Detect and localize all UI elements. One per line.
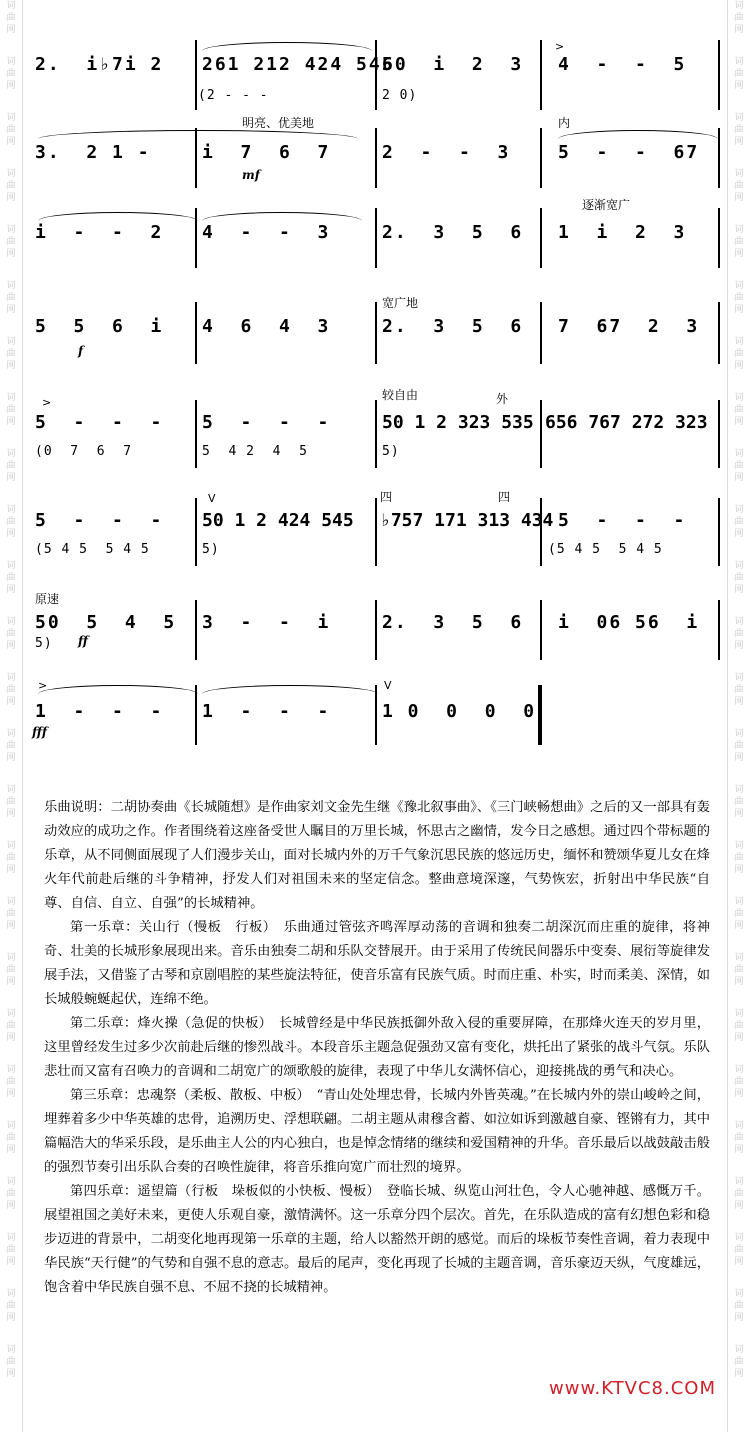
margin-glyph: 曲 <box>734 797 744 807</box>
measure: 2. 3 5 6 <box>382 316 524 337</box>
margin-glyph: 曲 <box>734 237 744 247</box>
margin-glyph: 曲 <box>6 1245 16 1255</box>
margin-glyph: 网 <box>734 249 744 259</box>
tempo-marking: 较自由 <box>382 388 419 402</box>
margin-glyph: 曲 <box>734 1357 744 1367</box>
margin-glyph: 曲 <box>6 1133 16 1143</box>
margin-glyph: 网 <box>6 1369 16 1379</box>
margin-glyph: 词 <box>734 449 744 459</box>
measure: 1 - - - <box>35 701 164 722</box>
measure: 50 1 2 323 535 <box>382 412 534 433</box>
margin-glyph: 网 <box>6 1033 16 1043</box>
margin-glyph: 网 <box>6 249 16 259</box>
margin-glyph: 网 <box>6 1313 16 1323</box>
margin-glyph: 曲 <box>734 461 744 471</box>
margin-glyph: 曲 <box>6 517 16 527</box>
measure: ♭757 171 313 434 <box>380 510 554 531</box>
margin-glyph: 网 <box>6 137 16 147</box>
margin-glyph: 曲 <box>734 517 744 527</box>
margin-glyph: 曲 <box>6 1189 16 1199</box>
margin-glyph: 词 <box>734 113 744 123</box>
margin-glyph: 曲 <box>6 853 16 863</box>
margin-glyph: 词 <box>6 393 16 403</box>
margin-glyph: 曲 <box>734 1189 744 1199</box>
margin-glyph: 词 <box>6 225 16 235</box>
margin-glyph: 词 <box>734 1233 744 1243</box>
margin-glyph: 曲 <box>6 573 16 583</box>
margin-glyph: 词 <box>6 281 16 291</box>
margin-glyph: 词 <box>6 57 16 67</box>
measure: 2. 3 5 6 <box>382 222 524 243</box>
accompaniment: (5 4 5 5 4 5 <box>35 542 150 557</box>
accompaniment: 5) <box>202 542 220 557</box>
margin-glyph: 网 <box>734 1201 744 1211</box>
dynamic-marking: mf <box>242 168 260 182</box>
margin-glyph: 网 <box>6 305 16 315</box>
measure: 1 i 2 3 <box>558 222 687 243</box>
measure: 5 5 6 i <box>35 316 164 337</box>
score-row-6: 四 四 V 5 - - - (5 4 5 5 4 5 50 1 2 424 545 5) ♭757 171 313 434 5 - - - (5 4 5 5 4 5 <box>30 498 720 566</box>
margin-glyph: 词 <box>6 841 16 851</box>
tempo-marking: 逐渐宽广 <box>582 198 631 212</box>
technique-marking: 外 <box>496 392 509 406</box>
margin-glyph: 词 <box>6 113 16 123</box>
margin-glyph: 词 <box>734 505 744 515</box>
margin-glyph: 词 <box>734 729 744 739</box>
margin-glyph: 曲 <box>6 797 16 807</box>
margin-glyph: 曲 <box>6 13 16 23</box>
measure: 5 - - - <box>558 510 687 531</box>
site-watermark: www.KTVC8.COM <box>549 1378 716 1399</box>
margin-glyph: 网 <box>734 81 744 91</box>
margin-glyph: 网 <box>734 1145 744 1155</box>
margin-glyph: 词 <box>6 1233 16 1243</box>
measure: 60 i 2 3 <box>382 54 524 75</box>
margin-glyph: 网 <box>734 921 744 931</box>
margin-glyph: 网 <box>734 697 744 707</box>
margin-glyph: 网 <box>6 193 16 203</box>
margin-glyph: 词 <box>734 841 744 851</box>
margin-glyph: 词 <box>734 617 744 627</box>
margin-glyph: 网 <box>734 865 744 875</box>
margin-glyph: 曲 <box>734 853 744 863</box>
description-movement-2: 第二乐章：烽火操（急促的快板） 长城曾经是中华民族抵御外敌入侵的重要屏障，在那烽火连天的岁月里，这里曾经发生过多少次前赴后继的惨烈战斗。本段音乐主题急促强劲又富有变化，烘托出了紧张的战斗气氛。乐队悲壮而又富有召唤力的音调和二胡宽广的颂歌般的旋律，表现了中华儿女满怀信心，迎接挑战的勇气和决心。 <box>44 1016 710 1079</box>
margin-glyph: 网 <box>734 361 744 371</box>
accompaniment: 5) <box>382 444 400 459</box>
measure: 4 - - 5 <box>558 54 687 75</box>
measure: 2 - - 3 <box>382 142 511 163</box>
score-row-8: > V 1 - - - fff 1 - - - 1 0 0 0 0 <box>30 685 720 745</box>
margin-glyph: 曲 <box>734 405 744 415</box>
accompaniment: (0 7 6 7 <box>35 444 133 459</box>
margin-glyph: 词 <box>734 561 744 571</box>
margin-glyph: 曲 <box>734 1133 744 1143</box>
description-movement-3: 第三乐章：忠魂祭（柔板、散板、中板） “青山处处埋忠骨，长城内外皆英魂。”在长城内外的崇山峻岭之间，埋葬着多少中华英雄的忠骨，追溯历史、浮想联翩。二胡主题从肃穆含蓄、如泣如诉到激越自豪、铿锵有力，其中篇幅浩大的华采乐段，是乐曲主人公的内心独白，也是悼念情绪的继续和爱国精神的升华。音乐最后以战鼓敲击般的强烈节奏引出乐队合奏的召唤性旋律，将音乐推向宽广而壮烈的境界。 <box>44 1088 710 1175</box>
right-margin-strip <box>727 0 750 1432</box>
margin-glyph: 词 <box>6 1177 16 1187</box>
measure: 5 - - 67 <box>558 142 700 163</box>
margin-glyph: 曲 <box>6 293 16 303</box>
measure: i 7 6 7 <box>202 142 331 163</box>
margin-glyph: 曲 <box>6 349 16 359</box>
margin-glyph: 词 <box>6 729 16 739</box>
margin-glyph: 网 <box>734 753 744 763</box>
margin-glyph: 词 <box>734 1 744 11</box>
margin-glyph: 词 <box>734 1009 744 1019</box>
margin-glyph: 曲 <box>6 629 16 639</box>
margin-glyph: 词 <box>734 897 744 907</box>
margin-glyph: 网 <box>6 1257 16 1267</box>
tempo-marking: 宽广地 <box>382 296 419 310</box>
margin-glyph: 网 <box>6 361 16 371</box>
dynamic-marking: fff <box>32 725 48 739</box>
margin-glyph: 词 <box>6 561 16 571</box>
measure: 1 - - - <box>202 701 331 722</box>
margin-glyph: 网 <box>734 585 744 595</box>
margin-glyph: 曲 <box>6 237 16 247</box>
margin-glyph: 网 <box>6 81 16 91</box>
description-movement-1: 第一乐章：关山行（慢板 行板） 乐曲通过管弦齐鸣浑厚动荡的音调和独奏二胡深沉而庄重的旋律，将神奇、壮美的长城形象展现出来。音乐由独奏二胡和乐队交替展开。由于采用了传统民间器乐中变奏、展衍等旋律发展手法，又借鉴了古琴和京剧唱腔的某些旋法特征，使音乐富有民族气质。时而庄重、朴实，时而柔美、深情，如长城般蜿蜒起伏，连绵不绝。 <box>44 920 710 1007</box>
margin-glyph: 曲 <box>6 685 16 695</box>
accompaniment: (2 - - - <box>198 88 269 103</box>
margin-glyph: 曲 <box>6 69 16 79</box>
margin-glyph: 词 <box>6 617 16 627</box>
measure: i 06 56 i <box>558 612 700 633</box>
margin-glyph: 网 <box>734 809 744 819</box>
margin-glyph: 曲 <box>6 461 16 471</box>
margin-glyph: 词 <box>6 1 16 11</box>
margin-glyph: 词 <box>6 785 16 795</box>
margin-glyph: 网 <box>6 473 16 483</box>
margin-glyph: 网 <box>6 697 16 707</box>
margin-glyph: 网 <box>6 1089 16 1099</box>
technique-marking: 四 <box>498 490 511 504</box>
margin-glyph: 网 <box>6 417 16 427</box>
measure: 3. 2 1 - <box>35 142 151 163</box>
margin-glyph: 词 <box>734 1065 744 1075</box>
margin-glyph: 网 <box>734 1033 744 1043</box>
margin-glyph: 词 <box>6 1121 16 1131</box>
measure: 50 1 2 424 545 <box>202 510 354 531</box>
measure: 2. i♭7i 2 <box>35 54 164 75</box>
margin-glyph: 网 <box>6 809 16 819</box>
margin-glyph: 网 <box>734 25 744 35</box>
margin-glyph: 曲 <box>734 1077 744 1087</box>
margin-glyph: 词 <box>6 673 16 683</box>
margin-glyph: 词 <box>6 1065 16 1075</box>
dynamic-marking: f <box>78 344 84 358</box>
margin-glyph: 曲 <box>6 909 16 919</box>
margin-glyph: 网 <box>734 1089 744 1099</box>
tempo-marking: 明亮、优美地 <box>242 116 315 130</box>
measure: 5 - - - <box>35 412 164 433</box>
margin-glyph: 网 <box>6 25 16 35</box>
margin-glyph: 曲 <box>734 13 744 23</box>
measure: 50 5 4 5 <box>35 612 177 633</box>
margin-glyph: 曲 <box>6 1021 16 1031</box>
margin-glyph: 词 <box>734 1345 744 1355</box>
margin-glyph: 曲 <box>734 909 744 919</box>
measure: 656 767 272 323 <box>545 412 708 433</box>
margin-glyph: 曲 <box>734 629 744 639</box>
description-intro: 乐曲说明：二胡协奏曲《长城随想》是作曲家刘文金先生继《豫北叙事曲》、《三门峡畅想曲》之后的又一部具有轰动效应的成功之作。作者围绕着这座备受世人瞩目的万里长城，怀思古之幽情，发今日之感想。通过四个带标题的乐章，从不同侧面展现了人们漫步关山，面对长城内外的万千气象沉思民族的悠远历史，缅怀和赞颂华夏儿女在烽火年代前赴后继的斗争精神，抒发人们对祖国未来的坚定信念。整曲意境深邃，气势恢宏，折射出中华民族“自尊、自信、自立、自强”的长城精神。 <box>44 800 710 911</box>
margin-glyph: 曲 <box>6 181 16 191</box>
margin-glyph: 曲 <box>6 965 16 975</box>
measure: 4 - - 3 <box>202 222 331 243</box>
margin-glyph: 网 <box>6 753 16 763</box>
margin-glyph: 词 <box>734 393 744 403</box>
margin-glyph: 曲 <box>734 349 744 359</box>
margin-glyph: 词 <box>6 1009 16 1019</box>
margin-glyph: 网 <box>6 1201 16 1211</box>
margin-glyph: 曲 <box>734 181 744 191</box>
accompaniment: (5 4 5 5 4 5 <box>548 542 663 557</box>
margin-glyph: 词 <box>734 281 744 291</box>
margin-glyph: 网 <box>734 473 744 483</box>
measure: 2. 3 5 6 <box>382 612 524 633</box>
margin-glyph: 网 <box>734 529 744 539</box>
measure: 261 212 424 545 <box>202 54 395 75</box>
margin-glyph: 网 <box>734 1257 744 1267</box>
margin-glyph: 网 <box>734 1313 744 1323</box>
tempo-marking: 原速 <box>35 592 60 606</box>
margin-glyph: 曲 <box>734 1021 744 1031</box>
score-row-2 <box>30 116 720 188</box>
margin-glyph: 曲 <box>734 1245 744 1255</box>
margin-glyph: 曲 <box>734 293 744 303</box>
margin-glyph: 词 <box>734 1121 744 1131</box>
margin-glyph: 曲 <box>734 965 744 975</box>
margin-glyph: 网 <box>734 977 744 987</box>
margin-glyph: 曲 <box>734 125 744 135</box>
accompaniment: 5 4 2 4 5 <box>202 444 308 459</box>
margin-glyph: 网 <box>6 977 16 987</box>
margin-glyph: 词 <box>6 505 16 515</box>
margin-glyph: 网 <box>6 921 16 931</box>
piece-description <box>44 796 710 1300</box>
margin-glyph: 曲 <box>734 573 744 583</box>
margin-glyph: 网 <box>734 305 744 315</box>
margin-glyph: 网 <box>6 865 16 875</box>
measure: 5 - - - <box>202 412 331 433</box>
score-row-1: > 2. i♭7i 2 261 212 424 545 (2 - - - 60 i 2 3 2 0) 4 - - 5 <box>30 40 720 110</box>
margin-glyph: 曲 <box>734 685 744 695</box>
description-movement-4: 第四乐章：遥望篇（行板 垛板似的小快板、慢板） 登临长城、纵览山河壮色，令人心驰神越、感慨万千。展望祖国之美好未来，更使人乐观自豪，激情满怀。这一乐章分四个层次。首先，在乐队造成的富有幻想色彩和稳步迈进的背景中，二胡变化地再现第一乐章的主题，给人以豁然开朗的感觉。而后的垛板节奏性音调，着力表现中华民族“天行健”的气势和自强不息的意志。最后的尾声，变化再现了长城的主题音调，音乐豪迈天纵，气度雄远，饱含着中华民族自强不息、不屈不挠的长城精神。 <box>44 1184 710 1295</box>
margin-glyph: 词 <box>734 673 744 683</box>
margin-glyph: 词 <box>6 897 16 907</box>
margin-glyph: 词 <box>6 953 16 963</box>
margin-glyph: 曲 <box>734 69 744 79</box>
dynamic-marking: ff <box>78 634 88 648</box>
score-row-5: 较自由 外 > 5 - - - (0 7 6 7 5 - - - 5 4 2 4 5 50 1 2 323 535 5) 656 767 272 323 <box>30 400 720 468</box>
margin-glyph: 曲 <box>6 125 16 135</box>
margin-glyph: 曲 <box>6 1301 16 1311</box>
margin-glyph: 网 <box>6 1145 16 1155</box>
margin-glyph: 曲 <box>6 405 16 415</box>
measure: 3 - - i <box>202 612 331 633</box>
margin-glyph: 曲 <box>6 1357 16 1367</box>
technique-marking: 内 <box>558 116 571 130</box>
margin-glyph: 网 <box>6 529 16 539</box>
score-row-7 <box>30 592 720 660</box>
margin-glyph: 曲 <box>734 1301 744 1311</box>
score-row-3 <box>30 198 720 268</box>
technique-marking: 四 <box>380 490 393 504</box>
margin-glyph: 词 <box>6 449 16 459</box>
margin-glyph: 网 <box>734 137 744 147</box>
margin-glyph: 网 <box>734 641 744 651</box>
score-row-4 <box>30 296 720 364</box>
margin-glyph: 词 <box>6 1289 16 1299</box>
margin-glyph: 网 <box>734 417 744 427</box>
margin-glyph: 词 <box>734 1177 744 1187</box>
margin-glyph: 词 <box>734 785 744 795</box>
margin-glyph: 词 <box>734 953 744 963</box>
margin-glyph: 曲 <box>734 741 744 751</box>
margin-glyph: 词 <box>6 1345 16 1355</box>
margin-glyph: 网 <box>734 1369 744 1379</box>
margin-glyph: 网 <box>734 193 744 203</box>
margin-glyph: 词 <box>734 1289 744 1299</box>
margin-glyph: 词 <box>734 225 744 235</box>
margin-glyph: 词 <box>734 337 744 347</box>
measure: 7 67 2 3 <box>558 316 700 337</box>
margin-glyph: 词 <box>6 169 16 179</box>
margin-glyph: 词 <box>734 169 744 179</box>
accompaniment: 5) <box>35 636 53 651</box>
measure: 4 6 4 3 <box>202 316 331 337</box>
margin-glyph: 词 <box>734 57 744 67</box>
margin-glyph: 词 <box>6 337 16 347</box>
margin-glyph: 网 <box>6 585 16 595</box>
margin-glyph: 曲 <box>6 1077 16 1087</box>
left-margin-strip <box>0 0 23 1432</box>
measure: 1 0 0 0 0 <box>382 701 537 722</box>
accompaniment: 2 0) <box>382 88 418 103</box>
margin-glyph: 网 <box>6 641 16 651</box>
margin-glyph: 曲 <box>6 741 16 751</box>
measure: i - - 2 <box>35 222 164 243</box>
measure: 5 - - - <box>35 510 164 531</box>
